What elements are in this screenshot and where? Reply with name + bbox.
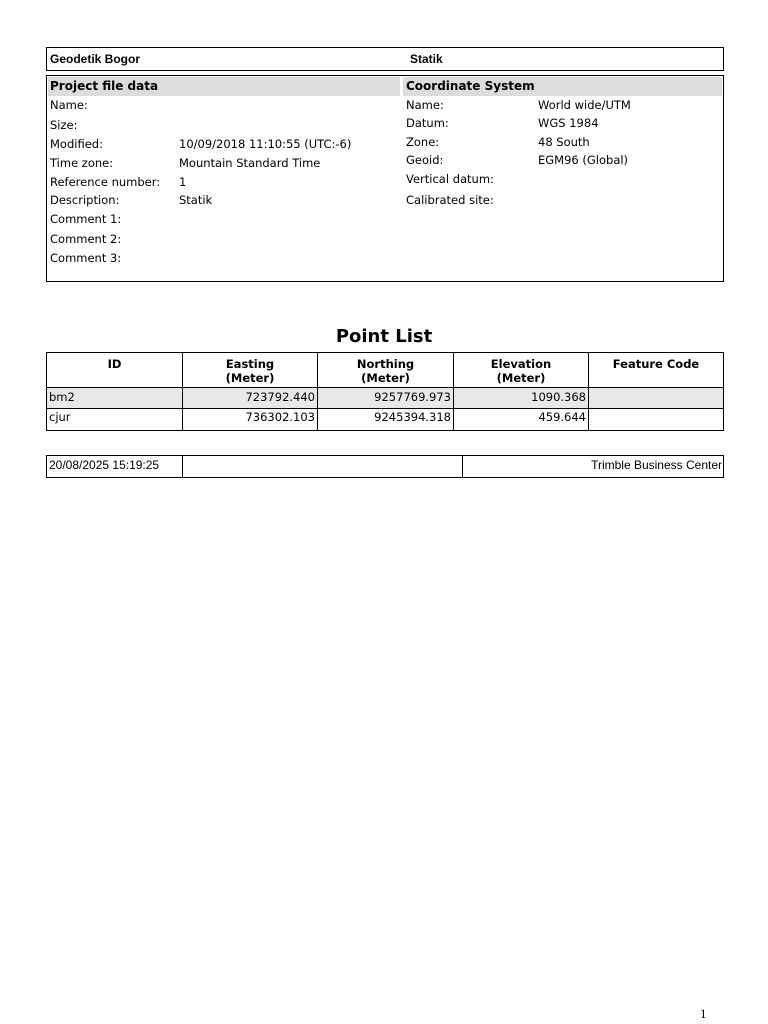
description-label: Description: — [50, 193, 120, 207]
point-id: cjur — [49, 410, 71, 424]
point-list-table — [46, 352, 724, 431]
point-easting: 736302.103 — [245, 410, 315, 424]
point-northing: 9257769.973 — [374, 390, 451, 404]
footer-datetime: 20/08/2025 15:19:25 — [49, 458, 160, 472]
cs-name-value: World wide/UTM — [538, 98, 631, 112]
time-zone-label: Time zone: — [50, 156, 114, 170]
size-label: Size: — [50, 118, 78, 132]
calibrated-site-label: Calibrated site: — [406, 193, 494, 207]
row-divider — [47, 387, 723, 388]
column-header-northing: Northing (Meter) — [356, 357, 415, 385]
point-elevation: 1090.368 — [531, 390, 586, 404]
comment-3-label: Comment 3: — [50, 251, 122, 265]
time-zone-value: Mountain Standard Time — [179, 156, 321, 170]
project-file-data-title: Project file data — [50, 79, 159, 93]
point-elevation: 459.644 — [538, 410, 586, 424]
reference-number-value: 1 — [179, 175, 187, 189]
modified-label: Modified: — [50, 137, 103, 151]
column-header-easting: Easting (Meter) — [225, 357, 275, 385]
coordinate-system-title: Coordinate System — [406, 79, 535, 93]
modified-value: 10/09/2018 11:10:55 (UTC:-6) — [179, 137, 352, 151]
datum-label: Datum: — [406, 116, 449, 130]
geoid-value: EGM96 (Global) — [538, 153, 629, 167]
project-name-label: Name: — [50, 98, 88, 112]
survey-type: Statik — [410, 52, 443, 66]
vertical-datum-label: Vertical datum: — [406, 172, 494, 186]
cs-name-label: Name: — [406, 98, 444, 112]
point-northing: 9245394.318 — [374, 410, 451, 424]
comment-2-label: Comment 2: — [50, 232, 122, 246]
zone-label: Zone: — [406, 135, 440, 149]
comment-1-label: Comment 1: — [50, 212, 122, 226]
geoid-label: Geoid: — [406, 153, 444, 167]
footer-divider — [182, 456, 183, 477]
description-value: Statik — [179, 193, 213, 207]
project-name: Geodetik Bogor — [50, 52, 141, 66]
zone-value: 48 South — [538, 135, 590, 149]
footer-application: Trimble Business Center — [591, 458, 722, 472]
reference-number-label: Reference number: — [50, 175, 161, 189]
report-header — [46, 47, 724, 71]
point-id: bm2 — [49, 390, 75, 404]
column-header-feature-code: Feature Code — [612, 357, 700, 371]
point-easting: 723792.440 — [245, 390, 315, 404]
footer-divider — [462, 456, 463, 477]
page-number: 1 — [700, 1006, 707, 1021]
point-list-title: Point List — [335, 326, 433, 347]
row-divider — [47, 408, 723, 409]
datum-value: WGS 1984 — [538, 116, 599, 130]
column-header-elevation: Elevation (Meter) — [490, 357, 552, 385]
column-header-id: ID — [107, 357, 122, 371]
